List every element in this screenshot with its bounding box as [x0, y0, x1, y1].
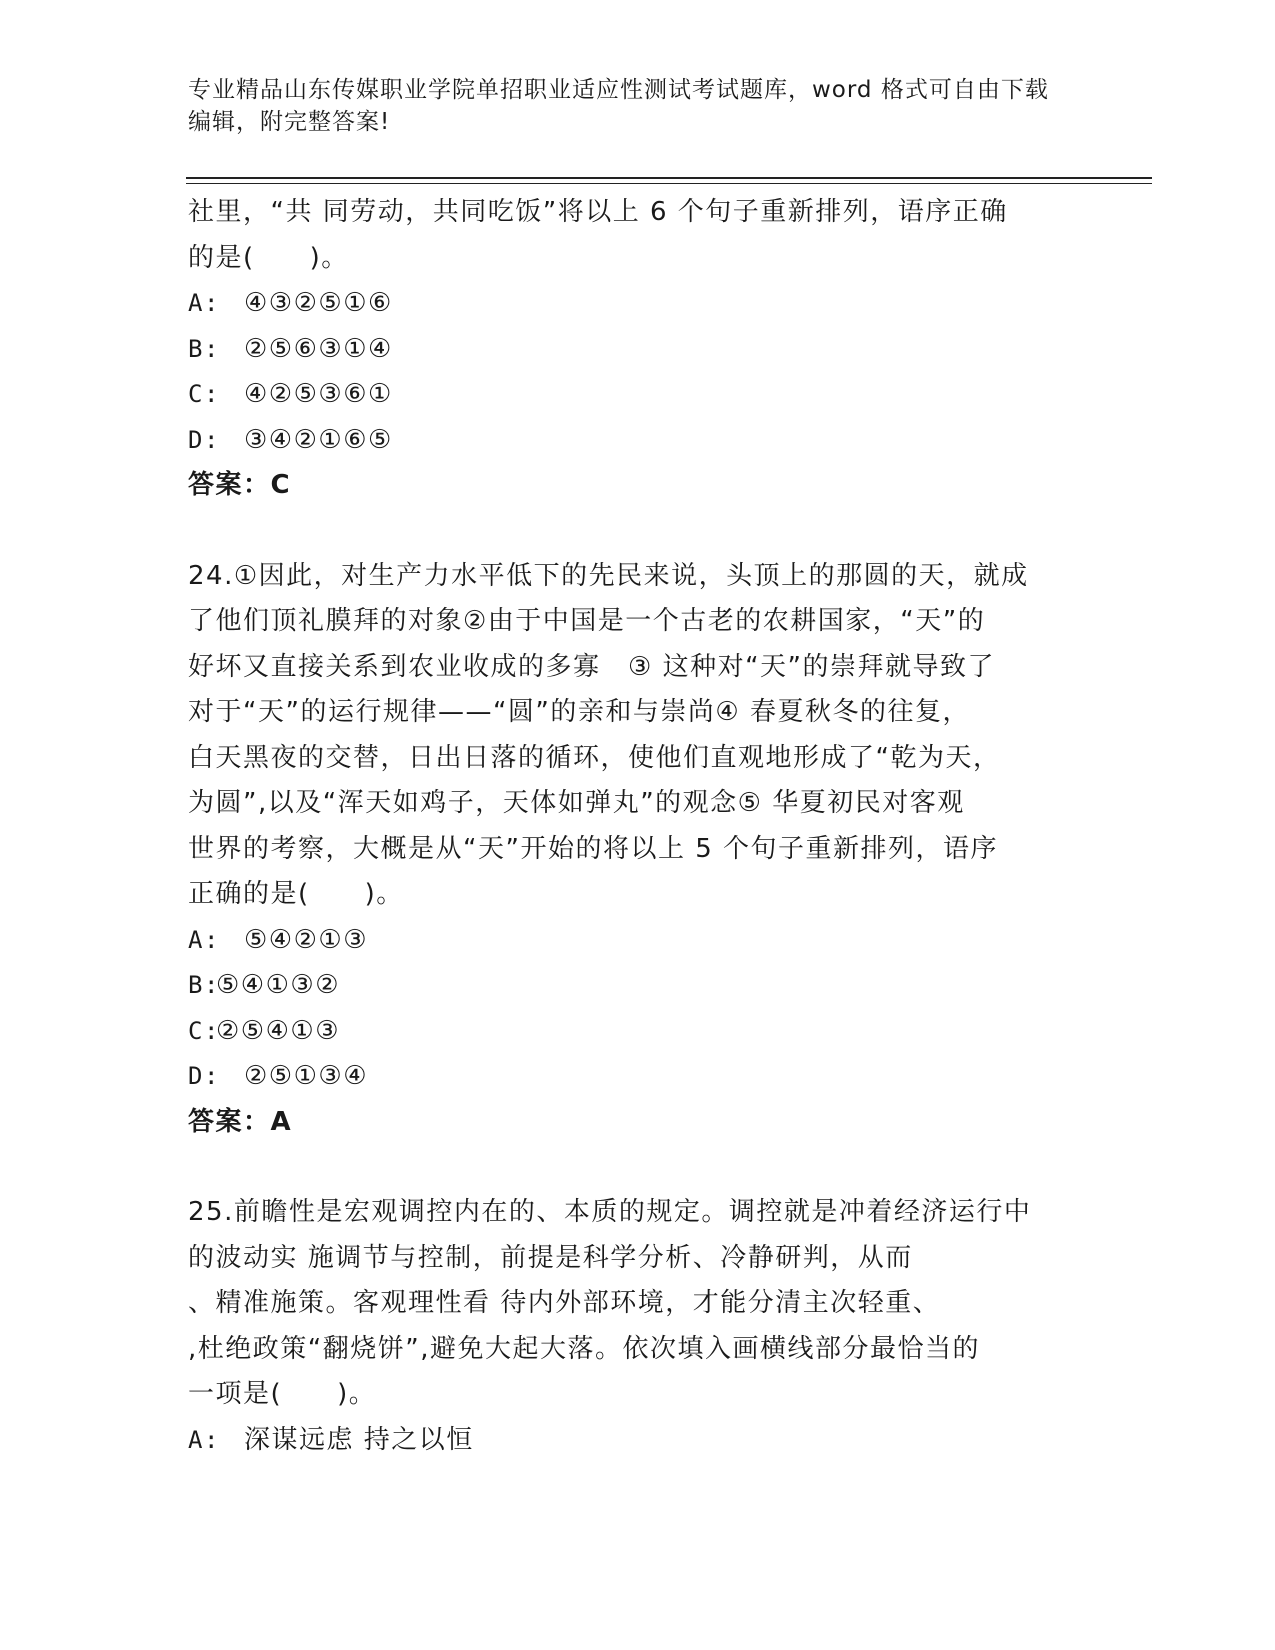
- option-label: B:: [188, 334, 220, 363]
- page-header: [188, 74, 1088, 138]
- question-text-line: 正确的是( )。: [188, 879, 404, 909]
- question-text-line: 社里，“共 同劳动，共同吃饭”将以上 6 个句子重新排列，语序正确: [188, 197, 1008, 227]
- question-text-line: 的波动实 施调节与控制，前提是科学分析、冷静研判，从而: [188, 1242, 913, 1273]
- option-c: [188, 1009, 1088, 1055]
- option-b: [188, 963, 1088, 1009]
- option-label: D:: [188, 425, 220, 454]
- option-a: [188, 281, 1088, 327]
- option-d: [188, 418, 1088, 464]
- question-text-line: 25.前瞻性是宏观调控内在的、本质的规定。调控就是冲着经济运行中: [188, 1197, 1032, 1227]
- option-text: ③④②①⑥⑤: [244, 424, 393, 455]
- question-text-line: 世界的考察，大概是从“天”开始的将以上 5 个句子重新排列，语序: [188, 833, 999, 864]
- question-text-line: 了他们顶礼膜拜的对象②由于中国是一个古老的农耕国家，“天”的: [188, 606, 986, 636]
- option-text: ⑤④②①③: [244, 924, 369, 955]
- option-a: [188, 918, 1088, 964]
- question-text-line: ,杜绝政策“翻烧饼”,避免大起大落。依次填入画横线部分最恰当的: [188, 1333, 980, 1364]
- header-divider-thin: [186, 183, 1152, 184]
- option-label: B:: [188, 971, 220, 999]
- option-label: D:: [188, 1062, 220, 1090]
- option-a: [188, 1418, 1088, 1464]
- question-text-line: 、精准施策。客观理性看 待内外部环境，才能分清主次轻重、: [188, 1288, 941, 1318]
- question-24: [188, 554, 1088, 1146]
- spacer: [188, 509, 1088, 554]
- option-text: ⑤④①③②: [216, 970, 341, 1000]
- question-text-line: 的是( )。: [188, 242, 349, 273]
- option-label: A:: [188, 1425, 220, 1454]
- answer-text: 答案：A: [188, 1106, 293, 1137]
- header-line-1: 专业精品山东传媒职业学院单招职业适应性测试考试题库，word 格式可自由下载: [188, 77, 1049, 103]
- header-divider-thick: [186, 177, 1152, 179]
- option-c: [188, 372, 1088, 418]
- spacer: [188, 1145, 1088, 1190]
- option-text: 深谋远虑 持之以恒: [244, 1424, 474, 1455]
- option-text: ②⑤④①③: [216, 1015, 341, 1046]
- document-body: [188, 190, 1088, 1463]
- question-text-line: 一项是( )。: [188, 1379, 377, 1409]
- question-text-line: 为圆”,以及“浑天如鸡子，天体如弹丸”的观念⑤ 华夏初民对客观: [188, 788, 965, 818]
- answer-text: 答案：C: [188, 470, 292, 500]
- option-b: [188, 327, 1088, 373]
- option-text: ④②⑤③⑥①: [244, 379, 393, 409]
- option-label: C:: [188, 380, 220, 408]
- question-text-line: 对于“天”的运行规律——“圆”的亲和与崇尚④ 春夏秋冬的往复，: [188, 697, 970, 727]
- question-text-line: 好坏又直接关系到农业收成的多寡 ③ 这种对“天”的崇拜就导致了: [188, 651, 996, 682]
- option-label: C:: [188, 1016, 220, 1045]
- option-text: ②⑤①③④: [244, 1061, 369, 1091]
- question-25: [188, 1190, 1088, 1463]
- header-line-2: 编辑，附完整答案!: [188, 109, 391, 135]
- question-text-line: 白天黑夜的交替，日出日落的循环，使他们直观地形成了“乾为天，: [188, 742, 1001, 773]
- question-23: [188, 190, 1088, 509]
- option-label: A:: [188, 925, 220, 954]
- option-label: A:: [188, 289, 220, 317]
- option-d: [188, 1054, 1088, 1100]
- question-text-line: 24.①因此，对生产力水平低下的先民来说，头顶上的那圆的天，就成: [188, 560, 1029, 591]
- option-text: ④③②⑤①⑥: [244, 288, 393, 318]
- option-text: ②⑤⑥③①④: [244, 333, 393, 364]
